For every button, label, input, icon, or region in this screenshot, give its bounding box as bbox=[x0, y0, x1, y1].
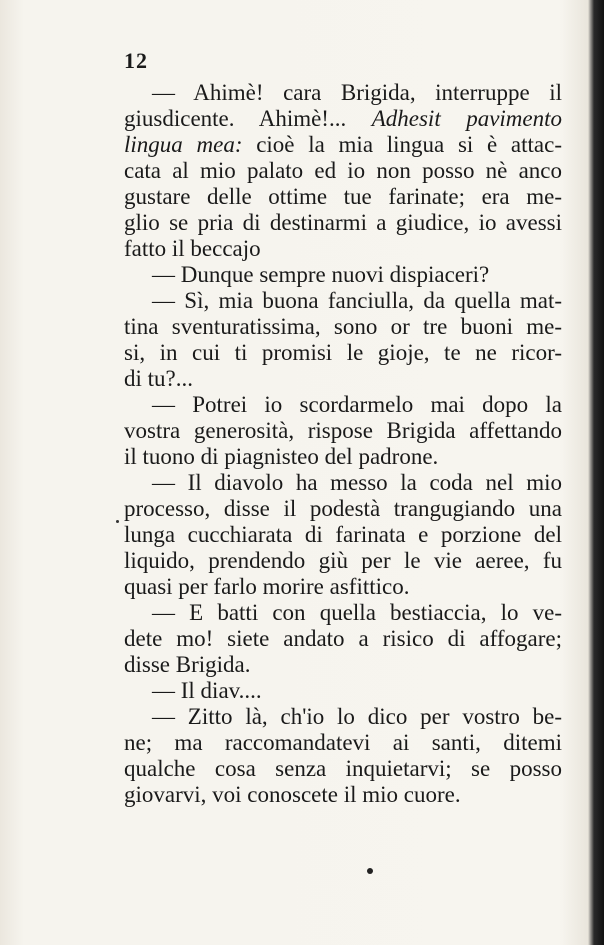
text-line: cata al mio palato ed io non posso nè anco bbox=[124, 158, 562, 183]
text-line: — Il diav.... bbox=[152, 678, 262, 703]
text-line: gustare delle ottime tue farinate; era me- bbox=[124, 184, 562, 209]
text-line: lunga cucchiarata di farinata e porzione del bbox=[124, 522, 562, 547]
text-line: giovarvi, voi conoscete il mio cuore. bbox=[124, 782, 461, 807]
text-line: — Il diavolo ha messo la coda nel mio bbox=[152, 470, 562, 495]
text-line: qualche cosa senza inquietarvi; se posso bbox=[124, 756, 562, 781]
text-fragment: cioè la mia lingua si è attac- bbox=[242, 132, 562, 157]
text-line: — Zitto là, ch'io lo dico per vostro be- bbox=[152, 704, 562, 729]
text-line: — Potrei io scordarmelo mai dopo la bbox=[152, 392, 562, 417]
text-line: glio se pria di destinarmi a giudice, io avessi bbox=[124, 210, 562, 235]
text-fragment: giusdicente. Ahimè!... bbox=[124, 106, 372, 131]
text-line: di tu?... bbox=[124, 366, 193, 391]
ink-dot bbox=[367, 868, 373, 874]
text-line bbox=[124, 132, 562, 158]
text-line: ne; ma raccomandatevi ai santi, ditemi bbox=[124, 730, 562, 755]
ink-speck bbox=[116, 520, 119, 523]
body-text bbox=[124, 80, 562, 808]
text-line: si, in cui ti promisi le gioje, te ne ricor- bbox=[124, 340, 562, 365]
text-line: — Dunque sempre nuovi dispiaceri? bbox=[152, 262, 490, 287]
text-line: processo, disse il podestà trangugiando una bbox=[124, 496, 562, 521]
text-line: quasi per farlo morire asfittico. bbox=[124, 574, 410, 599]
text-line: vostra generosità, rispose Brigida affettando bbox=[124, 418, 562, 443]
text-line bbox=[124, 106, 562, 132]
text-line: tina sventuratissima, sono or tre buoni me- bbox=[124, 314, 562, 339]
text-line: il tuono di piagnisteo del padrone. bbox=[124, 444, 439, 469]
text-line: — Ahimè! cara Brigida, interruppe il bbox=[152, 80, 562, 105]
page-number: 12 bbox=[124, 48, 148, 73]
text-line: dete mo! siete andato a risico di affogare; bbox=[124, 626, 562, 651]
text-line: liquido, prendendo giù per le vie aeree, fu bbox=[124, 548, 562, 573]
italic-latin-phrase: lingua mea: bbox=[124, 132, 243, 157]
italic-latin-phrase: Adhesit pavimento bbox=[371, 106, 562, 131]
text-line: — Sì, mia buona fanciulla, da quella mat- bbox=[152, 288, 562, 313]
text-line: — E batti con quella bestiaccia, lo ve- bbox=[152, 600, 562, 625]
text-line: fatto il beccajo bbox=[124, 236, 261, 261]
text-line: disse Brigida. bbox=[124, 652, 251, 677]
